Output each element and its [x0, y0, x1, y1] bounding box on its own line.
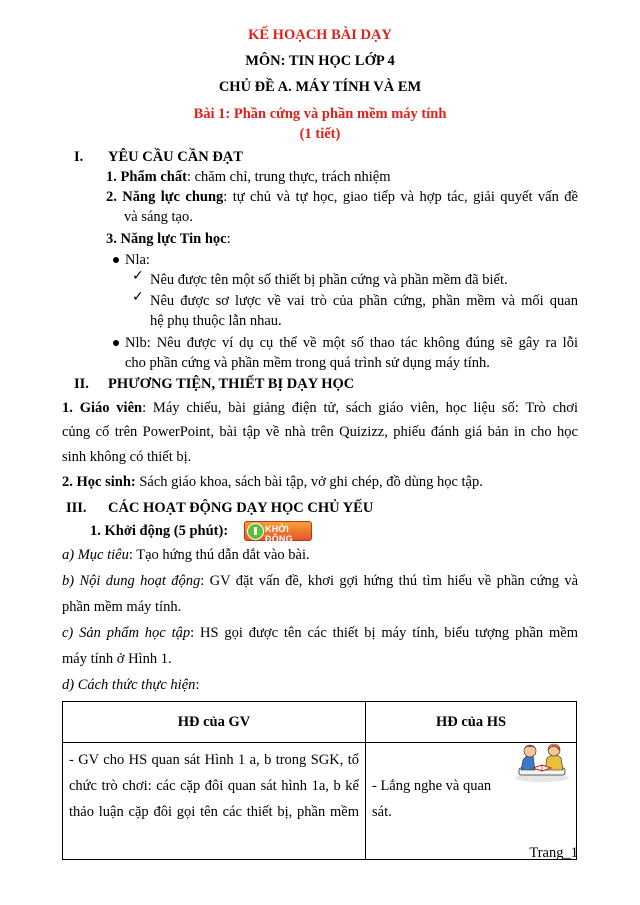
learning-product [62, 623, 578, 643]
objective-text: : Tạo hứng thú dẫn dắt vào bài. [128, 547, 310, 563]
implementation [62, 675, 199, 695]
teacher-activity-line: chức trò chơi: các cặp đôi quan sát hình 1a, b kể [69, 778, 359, 794]
nla-check-1: Nêu được tên một số thiết bị phần cứng và phần mềm đã biết. [150, 272, 508, 288]
section2-title: PHƯƠNG TIỆN, THIẾT BỊ DẠY HỌC [108, 376, 355, 392]
activity-table [62, 701, 577, 860]
warmup-badge [244, 521, 312, 544]
teacher-activity-line: - GV cho HS quan sát Hình 1 a, b trong SGK, tổ [69, 752, 359, 768]
teacher-text: : Máy chiếu, bài giảng điện tử, sách giáo viên, học liệu số: Trò chơi [142, 400, 578, 416]
learning-product-cont: máy tính ở Hình 1. [62, 651, 172, 667]
implementation-colon: : [195, 677, 200, 693]
quality-item [106, 167, 391, 187]
activity-content [62, 571, 578, 591]
topic-line: CHỦ ĐỀ A. MÁY TÍNH VÀ EM [218, 79, 422, 95]
teacher-equipment-cont2: sinh không có thiết bị. [62, 449, 192, 465]
section1-title: YÊU CẦU CẦN ĐẠT [108, 149, 243, 165]
table-row [63, 743, 577, 860]
checkmark-icon: ✓ [132, 289, 144, 305]
teacher-label: 1. Giáo viên [62, 400, 143, 416]
student-activity-line: - Lắng nghe và quan [372, 778, 492, 794]
warmup-heading: 1. Khởi động (5 phút): [90, 523, 229, 539]
student-equipment [62, 472, 483, 492]
objective-label: a) Mục tiêu [62, 547, 129, 563]
nlb-text: Nlb: Nêu được ví dụ cụ thể về một số thao tác không đúng sẽ gây ra lỗi [125, 335, 578, 351]
info-icon [247, 523, 264, 540]
page-number: Trang_1 [529, 845, 578, 861]
lesson-duration: (1 tiết) [299, 126, 341, 142]
general-competence-text: : tự chủ và tự học, giao tiếp và hợp tác, giải quyết vấn đề [223, 189, 578, 205]
student-activity-line: sát. [372, 804, 392, 820]
bullet-dot-icon [113, 340, 119, 346]
learning-product-label: c) Sản phẩm học tập [62, 625, 191, 641]
warmup-badge-label: KHỞI ĐỘNG [265, 524, 293, 544]
section1-number: I. [74, 149, 84, 165]
nla-check-2-cont: hệ phụ thuộc lẫn nhau. [150, 313, 282, 329]
lesson-title: Bài 1: Phần cứng và phần mềm máy tính [193, 106, 447, 122]
nla-label: Nla: [125, 252, 150, 268]
teacher-column-header: HĐ của GV [63, 702, 366, 743]
activity-content-text: : GV đặt vấn đề, khơi gợi hứng thú tìm hiểu về phần cứng và [200, 573, 579, 589]
quality-text: : chăm chỉ, trung thực, trách nhiệm [186, 169, 391, 185]
activity-content-cont: phần mềm máy tính. [62, 599, 182, 615]
section2-number: II. [74, 376, 89, 392]
teacher-activity-cell [63, 743, 366, 860]
bullet-dot-icon [113, 257, 119, 263]
it-competence-colon: : [226, 231, 231, 247]
activity-content-label: b) Nội dung hoạt động [62, 573, 201, 589]
checkmark-icon: ✓ [132, 268, 144, 284]
document-title: KẾ HOẠCH BÀI DẠY [248, 27, 392, 43]
general-competence-label: 2. Năng lực chung [106, 189, 224, 205]
nla-check-2: Nêu được sơ lược về vai trò của phần cứng, phần mềm và mối quan [150, 293, 578, 309]
nlb-text-cont: cho phần cứng và phần mềm trong quá trình sử dụng máy tính. [125, 355, 490, 371]
teacher-equipment-cont: củng cố trên PowerPoint, bài tập về nhà trên Quizizz, phiếu đánh giá bản in cho học [62, 424, 578, 440]
students-reading-illustration [513, 740, 571, 782]
objective [62, 545, 310, 565]
quality-label: 1. Phẩm chất [106, 169, 187, 185]
it-competence-item [106, 229, 231, 249]
student-label: 2. Học sinh: [62, 474, 136, 490]
general-competence-item [106, 187, 578, 207]
teacher-equipment [62, 398, 578, 418]
it-competence-label: 3. Năng lực Tin học [106, 231, 227, 247]
table-header-row [63, 702, 577, 743]
student-column-header: HĐ của HS [366, 702, 577, 743]
student-text: Sách giáo khoa, sách bài tập, vở ghi chép, đồ dùng học tập. [135, 474, 483, 490]
teacher-activity-line: thảo luận cặp đôi gọi tên các thiết bị, phần mềm [69, 804, 359, 820]
section3-number: III. [66, 500, 87, 516]
general-competence-cont: và sáng tạo. [124, 209, 193, 225]
section3-title: CÁC HOẠT ĐỘNG DẠY HỌC CHỦ YẾU [108, 500, 374, 516]
implementation-label: d) Cách thức thực hiện [62, 677, 196, 693]
learning-product-text: : HS gọi được tên các thiết bị máy tính, biểu tượng phần mềm [190, 625, 578, 641]
subject-line: MÔN: TIN HỌC LỚP 4 [245, 53, 395, 69]
